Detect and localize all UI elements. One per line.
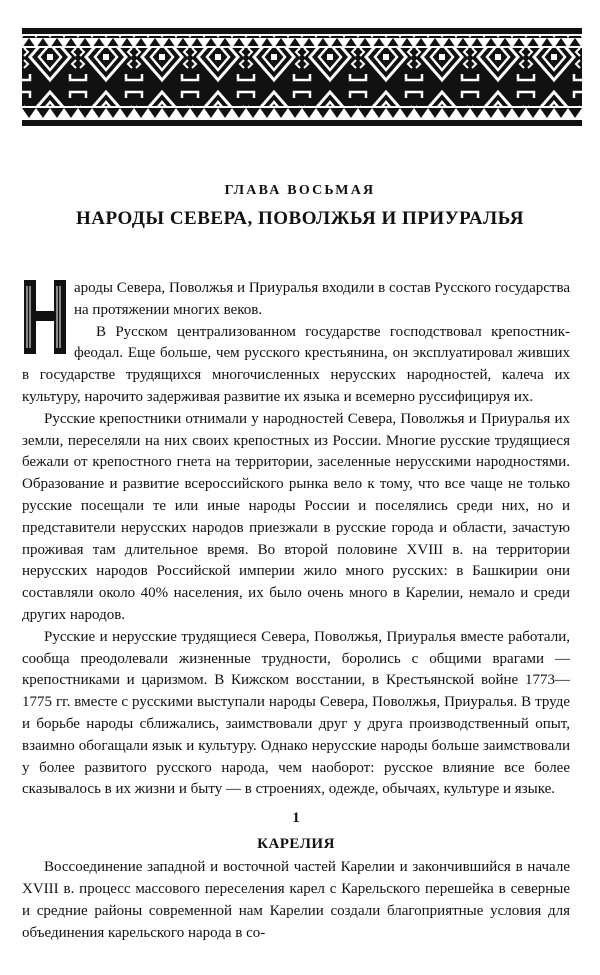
chapter-label: ГЛАВА ВОСЬМАЯ [224, 183, 376, 198]
chapter-title: НАРОДЫ СЕВЕРА, ПОВОЛЖЬЯ И ПРИУРАЛЬЯ [76, 208, 524, 229]
paragraph-4: Русские и нерусские трудящиеся Севера, Поволжья, Приуралья вместе работали, сообща преодолевали жизненные трудности, боролись с общими врагами — крепостниками и царизмом. В Кижском восстании, в Крестьянской войне 1773—1775 гг. вместе с русскими выступали народы Севера, Поволжья, Приуралья. В труде и борьбе народы сближались, заимствовали друг у друга производственный опыт, взаимно обогащали язык и культуру. Однако нерусские народы больше заимствовали у более развитого русского народа, чем наоборот: русское влияние все более сказывалось в их жизни и быту — в строениях, одежде, обычаях, культуре и языке. [22, 628, 570, 798]
section-number: 1 [292, 810, 300, 827]
section-paragraph: Воссоединение западной и восточной частей Карелии и закончившийся в начале XVIII в. процесс массового переселения карел с Карельского перешейка в северные и средние районы современной нам Карелии создали благоприятные условия для объединения карельского народа в со- [22, 859, 570, 941]
paragraph-3: Русские крепостники отнимали у народностей Севера, Поволжья и Приуралья их земли, переселяли на них своих крепостных из России. Многие русские трудящиеся бежали от крепостного гнета на территории, заселенные нерусскими народностями. Образование и развитие всероссийского рынка вело к тому, что все чаще не только русские посещали те или иные народы России и поселялись среди них, но и представители нерусских народов приезжали в русские города и области, зачастую проживая там длительное время. Во второй половине XVIII в. на территории нерусских народов Российской империи жило много русских: в Башкирии они составляли около 40% населения, их было очень много в Карелии, немало и среди других народов. [22, 410, 570, 623]
drop-cap-letter [22, 278, 68, 356]
ornamental-header-band [22, 28, 582, 128]
section-title: КАРЕЛИЯ [257, 836, 335, 853]
body-text [22, 278, 570, 944]
paragraph-2: В Русском централизованном государстве господствовал крепостник-феодал. Еще больше, чем русского крестьянина, он эксплуатировал живших в государстве трудящихся многочисленных нерусских народностей, калеча их культуру, нарочито задерживая развитие их языка и всемерно руссифицируя их. [22, 323, 570, 405]
svg-text:Н: Н [44, 330, 46, 331]
drop-cap [22, 278, 74, 360]
paragraph-1-text: ароды Севера, Поволжья и Приуралья входили в состав Русского государства на протяжении многих веков. [74, 280, 570, 318]
paragraph-1 [22, 278, 570, 331]
